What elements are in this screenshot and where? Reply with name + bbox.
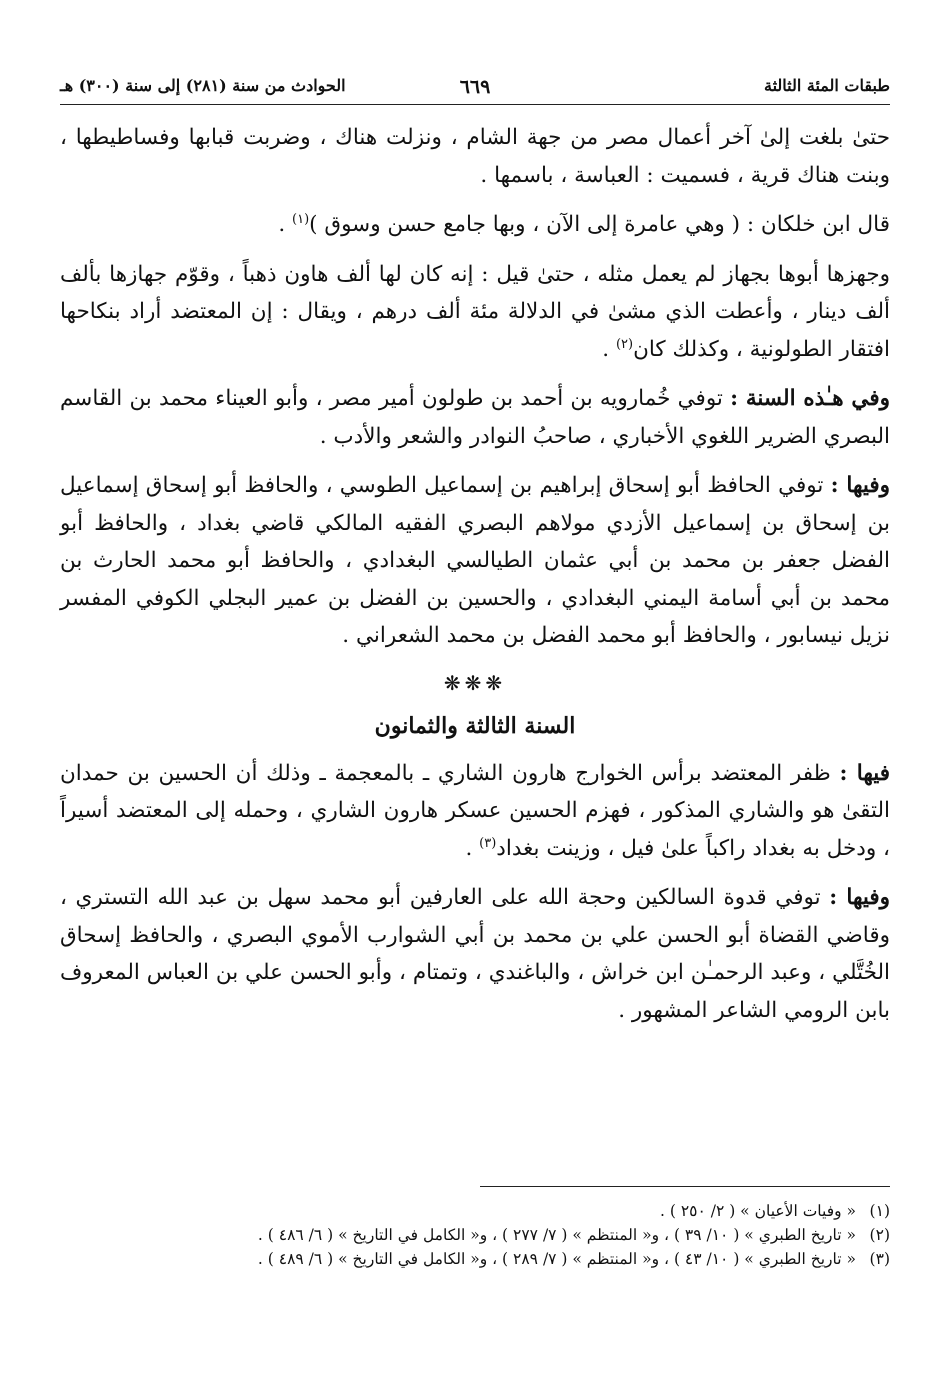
footnote-number: (٢) [869, 1226, 890, 1244]
paragraph-lead: فيها : [839, 760, 890, 786]
paragraph-text: توفي قدوة السالكين وحجة الله على العارفين أبو محمد سهل بن عبد الله التستري ، وقاضي القضاة أبو الحسن علي بن محمد بن أبي الشوارب الأموي البصري ، والحافظ إسحاق الخُتَّلي ، وعبد الرحمـٰن ابن خراش ، والباغندي ، وتمتام ، وأبو الحسن علي بن العباس المعروف بابن الرومي الشاعر المشهور . [60, 885, 890, 1023]
paragraph-lead: وفيها : [829, 885, 891, 910]
paragraph-lead: وفيها : [830, 473, 891, 498]
footnote-text: « تاريخ الطبري » ( ١٠/ ٣٩ ) ، و« المنتظم » ( ٧/ ٢٧٧ ) ، و« الكامل في التاريخ » ( ٦/ ٤٨٦ ) . [257, 1226, 856, 1244]
paragraph [60, 256, 890, 369]
page-number: ٦٦٩ [459, 76, 491, 98]
main-text [60, 119, 890, 1029]
paragraph [60, 755, 890, 868]
page [60, 70, 890, 1041]
paragraph-text: ظفر المعتضد برأس الخوارج هارون الشاري ـ بالمعجمة ـ وذلك أن الحسين بن حمدان التقىٰ هو والشاري المذكور ، فهزم الحسين عسكر هارون الشاري ، وحمله إلى المعتضد أسيراً ، ودخل به بغداد راكباً علىٰ فيل ، وزينت بغداد [60, 760, 890, 861]
paragraph [60, 380, 890, 455]
footnote-ref[interactable]: (٣) [479, 835, 497, 851]
paragraph-end: . [602, 336, 616, 362]
paragraph-lead: وفي هـٰذه السنة : [730, 386, 890, 411]
footnotes [60, 1186, 890, 1271]
header-chapter-range: الحوادث من سنة (٢٨١) إلى سنة (٣٠٠) هـ [60, 76, 346, 95]
paragraph [60, 119, 890, 194]
paragraph-end: . [278, 212, 293, 237]
footnote-text: « وفيات الأعيان » ( ٢/ ٢٥٠ ) . [659, 1202, 856, 1220]
footnote-number: (٣) [869, 1250, 890, 1268]
footnote-divider [480, 1186, 890, 1187]
footnote [60, 1199, 890, 1223]
paragraph-end: . [465, 835, 480, 861]
running-header [60, 70, 890, 105]
section-title: السنة الثالثة والثمانون [374, 712, 576, 739]
footnote-text: « تاريخ الطبري » ( ١٠/ ٤٣ ) ، و« المنتظم » ( ٧/ ٢٨٩ ) ، و« الكامل في التاريخ » ( ٦/ ٤٨٩ ) . [257, 1250, 856, 1268]
section-separator: ❋❋❋ [443, 670, 507, 695]
header-book-title: طبقات المئة الثالثة [763, 76, 890, 95]
footnote [60, 1247, 890, 1271]
paragraph [60, 879, 890, 1029]
paragraph-text: وجهزها أبوها بجهاز لم يعمل مثله ، حتىٰ قيل : إنه كان لها ألف هاون ذهباً ، وقوّم جهازها بألف ألف دينار ، وأعطت الذي مشىٰ في الدلالة مئة ألف درهم ، ويقال : إن المعتضد أراد بنكاحها افتقار الطولونية ، وكذلك كان [60, 261, 890, 362]
paragraph-text: قال ابن خلكان : ( وهي عامرة إلى الآن ، وبها جامع حسن وسوق ) [309, 212, 890, 237]
paragraph [60, 467, 890, 655]
footnote-ref[interactable]: (١) [292, 211, 310, 227]
paragraph-text: حتىٰ بلغت إلىٰ آخر أعمال مصر من جهة الشام ، ونزلت هناك ، وضربت قبابها وفساطيطها ، وبنت هناك قرية ، فسميت : العباسة ، باسمها . [60, 125, 890, 188]
footnote-ref[interactable]: (٢) [615, 336, 634, 352]
footnote [60, 1223, 890, 1247]
paragraph-text: توفي الحافظ أبو إسحاق إبراهيم بن إسماعيل الطوسي ، والحافظ أبو إسحاق إسماعيل بن إسحاق بن إسماعيل الأزدي مولاهم البصري الفقيه المالكي قاضي بغداد ، والحافظ أبو الفضل جعفر بن محمد بن أبي عثمان الطيالسي البغدادي ، والحافظ أبو محمد الحارث بن محمد بن أبي أسامة اليمني البغدادي ، والحسين بن الفضل بن عمير البجلي الكوفي المفسر نزيل نيسابور ، والحافظ أبو محمد الفضل بن محمد الشعراني . [60, 473, 890, 648]
paragraph-text: توفي خُمارويه بن أحمد بن طولون أمير مصر ، وأبو العيناء محمد بن القاسم البصري الضرير اللغوي الأخباري ، صاحبُ النوادر والشعر والأدب . [60, 386, 890, 449]
footnote-number: (١) [869, 1202, 890, 1220]
paragraph [60, 206, 890, 244]
